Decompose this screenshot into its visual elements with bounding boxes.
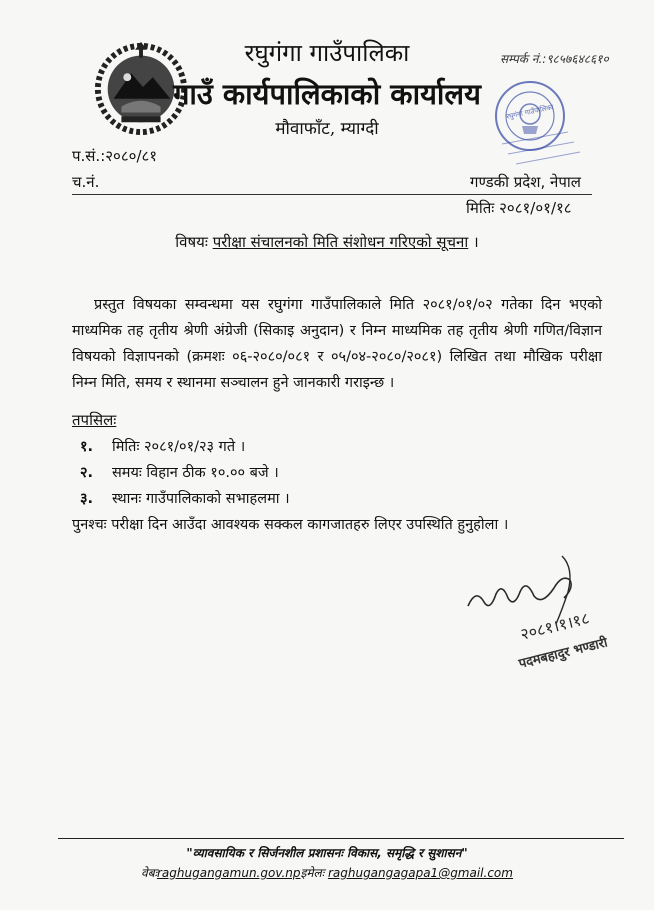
footer-contact — [0, 864, 654, 881]
header-divider — [72, 194, 592, 195]
office-location: मौवाफाँट, म्याग्दी — [275, 119, 379, 139]
body-paragraph: प्रस्तुत विषयका सम्वन्धमा यस रघुगंगा गाउँपालिकाले मिति २०८१/०१/०२ गतेका दिन भएको माध्यमिक तह तृतीय श्रेणी अंग्रेजी (सिकाइ अनुदान) र निम्न माध्यमिक तह तृतीय श्रेणी गणित/विज्ञान विषयको विज्ञापनको (क्रमशः ०६-२०८०/०८१ र ०५/०४-२०८०/२०८१) लिखित तथा मौखिक परीक्षा निम्न मिति, समय र स्थानमा सञ्चालन हुने जानकारी गराइन्छ । — [72, 297, 602, 391]
subject-end: । — [473, 233, 479, 251]
contact-label: सम्पर्क नं.: — [500, 52, 547, 66]
seal-stamp-icon — [488, 74, 588, 174]
email-link[interactable]: raghugangagapa1@gmail.com — [327, 866, 513, 880]
list-text: मितिः २०८१/०१/२३ गते । — [112, 439, 246, 455]
reference-number: प.सं.:२०८०/८१ — [72, 147, 158, 165]
contact-info — [500, 50, 609, 67]
subject-line — [0, 232, 654, 252]
seal-text: रघुगंगा गाउँपालिका — [505, 103, 555, 121]
footer-motto: "व्यावसायिक र सिर्जनशील प्रशासनः विकास, समृद्धि र सुशासन" — [186, 846, 468, 860]
details-heading: तपसिलः — [72, 411, 117, 429]
dispatch-number: च.नं. — [72, 173, 100, 191]
list-number: १. — [80, 439, 94, 455]
email-label: इमेलः — [300, 866, 325, 880]
subject-label: विषयः — [175, 233, 208, 251]
postscript: पुनश्चः परीक्षा दिन आउँदा आवश्यक सक्कल कागजातहरु लिएर उपस्थिति हुनुहोला । — [72, 517, 509, 533]
list-item — [80, 462, 279, 482]
municipality-name: रघुगंगा गाउँपालिका — [244, 39, 410, 67]
contact-number: ९८५७६४८६१० — [546, 52, 609, 66]
signature-date: २०८१।१।१८ — [518, 608, 592, 644]
office-seal — [488, 74, 588, 174]
list-text: समयः विहान ठीक १०.०० बजे । — [112, 465, 279, 481]
list-item — [80, 436, 245, 456]
footer-divider — [58, 838, 624, 839]
letter-date: मितिः २०८१/०१/१८ — [466, 199, 572, 217]
subject-text: परीक्षा संचालनको मिति संशोधन गरिएको सूचना — [212, 233, 469, 251]
office-name: गाउँ कार्यपालिकाको कार्यालय — [173, 77, 481, 111]
signature-image — [462, 548, 642, 688]
list-number: २. — [80, 465, 94, 481]
list-item — [80, 488, 290, 508]
list-number: ३. — [80, 491, 94, 507]
website-link[interactable]: raghugangamun.gov.np — [156, 866, 301, 880]
signatory-name: पदमबहादुर भण्डारी — [517, 635, 610, 672]
province-name: गण्डकी प्रदेश, नेपाल — [470, 173, 581, 191]
list-text: स्थानः गाउँपालिकाको सभाहलमा । — [112, 491, 290, 507]
website-label: वेबः — [141, 866, 157, 880]
